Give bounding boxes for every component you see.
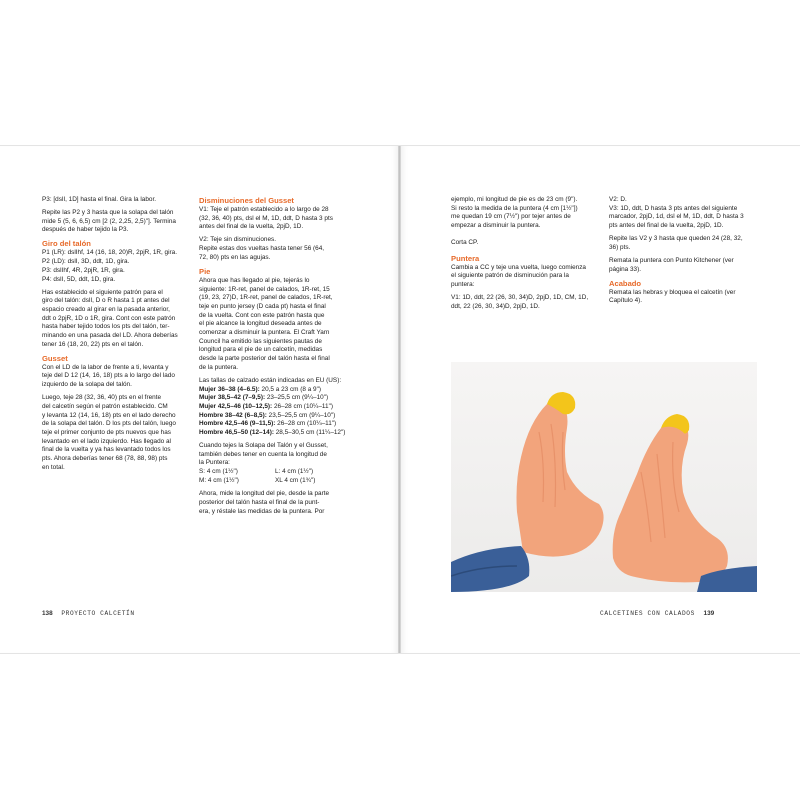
text-line: teje el primer conjunto de pts nuevos que has xyxy=(42,428,171,436)
text-line: página 33). xyxy=(609,265,641,273)
text-line: minando en una pasada del LD. Ahora deberías xyxy=(42,332,178,340)
size-label: Mujer 38,5–42 (7–9,5): xyxy=(199,394,266,402)
text-line: Repite estas dos vueltas hasta tener 56 (64, xyxy=(199,245,325,253)
paragraph-repeat-dec xyxy=(199,245,359,262)
paragraph-v2: V2: D. xyxy=(609,196,627,203)
text-line: también debes tener en cuenta la longitud de xyxy=(199,450,327,458)
text-line: de la vuelta. Cont con este patrón hasta que xyxy=(199,311,325,319)
page-bottom-edge xyxy=(0,653,800,654)
giro-rows xyxy=(42,249,195,284)
toe-size-xl: XL 4 cm (1¾") xyxy=(275,476,316,484)
paragraph-repeat xyxy=(42,209,195,235)
text-line: después de haber tejido la P3. xyxy=(42,226,129,234)
socks-illustration xyxy=(451,362,757,592)
heading-disminuciones-del-gusset: Disminuciones del Gusset xyxy=(199,196,294,205)
text-line: V1: Teje el patrón establecido a lo largo de 28 xyxy=(199,206,329,213)
row-instruction: P3: dslIhf, 4R, 2pjR, 1R, gira. xyxy=(42,266,125,274)
text-line: espacio creado al girar en la pasada anterior, xyxy=(42,305,170,313)
running-head: PROYECTO CALCETÍN xyxy=(61,610,135,617)
paragraph-puntera xyxy=(451,264,603,290)
left-folio xyxy=(42,610,135,617)
paragraph-established xyxy=(42,289,195,350)
paragraph-gusset-1 xyxy=(42,364,195,390)
size-label: Hombre 46,5–50 (12–14): xyxy=(199,429,274,437)
text-line: (32, 36, 40) pts, dsl el M, 1D, ddt, D hasta 3 pts xyxy=(199,214,333,222)
text-line: ddt, 22 (26, 30, 34)D, 2pjD, 1D. xyxy=(451,302,540,310)
toe-size-grid xyxy=(199,468,359,486)
text-line: final de la vuelta y ya has levantado todos los xyxy=(42,446,171,454)
toe-size-m: M: 4 cm (1½") xyxy=(199,476,239,484)
text-line: Has establecido el siguiente patrón para el xyxy=(42,288,163,296)
size-label: Mujer 36–38 (4–6.5): xyxy=(199,385,260,393)
text-line: de la puntera. xyxy=(199,363,239,371)
size-value: 28,5–30,5 cm (11¼–12") xyxy=(275,429,346,437)
text-line: Council ha emitido las siguientes pautas de xyxy=(199,337,322,345)
text-line: puntera: xyxy=(451,280,475,288)
text-line: 36) pts. xyxy=(609,243,631,251)
row-instruction: P2 (LD): dslI, 3D, ddt, 1D, gira. xyxy=(42,258,130,266)
text-line: pts antes del final de la vuelta, 2pjD, 1D. xyxy=(609,222,724,230)
paragraph-v1 xyxy=(199,206,359,232)
paragraph-acabado xyxy=(609,289,759,306)
paragraph-corta: Corta CP. xyxy=(451,238,479,246)
text-line: izquierdo de la solapa del talón. xyxy=(42,381,132,389)
toe-size-s: S: 4 cm (1½") xyxy=(199,468,238,476)
text-line: el siguiente patrón de disminución para la xyxy=(451,272,569,280)
text-line: Remata la puntera con Punto Kitchener (ver xyxy=(609,256,734,264)
text-line: levantado en el lado izquierdo. Has llegado al xyxy=(42,437,171,445)
heading-puntera: Puntera xyxy=(451,253,480,263)
page-number: 138 xyxy=(42,610,53,617)
text-line: giro del talón: dslI, D o R hasta 1 pt antes del xyxy=(42,297,170,305)
paragraph-pie xyxy=(199,277,359,373)
text-line: Cuando tejes la Solapa del Talón y el Gusset, xyxy=(199,442,328,450)
size-value: 26–28 cm (10¼–11") xyxy=(277,420,337,428)
right-page-column-2 xyxy=(609,196,759,310)
toe-size-l: L: 4 cm (1½") xyxy=(275,468,314,476)
left-page-column-2 xyxy=(199,193,359,521)
text-line: posterior del talón hasta el final de la punt- xyxy=(199,499,320,507)
shoe-size-list xyxy=(199,386,359,438)
text-line: Ahora que has llegado al pie, tejerás lo xyxy=(199,276,310,284)
right-folio xyxy=(600,610,714,617)
paragraph-puntera-v1 xyxy=(451,294,603,311)
size-value: 23–25,5 cm (9¼–10") xyxy=(266,394,329,402)
size-label: Hombre 38–42 (6–8,5): xyxy=(199,411,267,419)
socks-photo xyxy=(451,362,757,592)
text-line: Ahora, mide la longitud del pie, desde la parte xyxy=(199,490,330,498)
heading-giro-del-talon: Giro del talón xyxy=(42,239,91,249)
paragraph-v3 xyxy=(609,205,759,231)
left-page-column-1 xyxy=(42,196,195,477)
text-line: empezar a disminuir la puntera. xyxy=(451,222,541,230)
paragraph-remata xyxy=(609,257,759,274)
text-line: del calcetín según el patrón establecido. CM xyxy=(42,402,168,410)
text-line: siguiente: 1R-ret, panel de calados, 1R-ret, 15 xyxy=(199,285,330,293)
paragraph-gusset-2 xyxy=(42,394,195,472)
text-line: ejemplo, mi longitud de pie es de 23 cm (9"). xyxy=(451,196,578,203)
row-instruction: P4: dslI, 5D, ddt, 1D, gira. xyxy=(42,275,116,283)
text-line: me quedan 19 cm (7½") por tejer antes de xyxy=(451,213,571,221)
text-line: Si resto la medida de la puntera (4 cm [1½"]) xyxy=(451,204,578,212)
shoe-size-row xyxy=(199,420,359,429)
text-line: mide 5 (5, 6, 6,5) cm [2 (2, 2,25, 2,5)"]. Termina xyxy=(42,217,176,225)
size-label: Hombre 42,5–46 (9–11,5): xyxy=(199,420,276,428)
paragraph-ejemplo xyxy=(451,196,603,231)
size-label: Mujer 42,5–46 (10–12,5): xyxy=(199,402,273,410)
heading-pie: Pie xyxy=(199,266,211,276)
text-line: longitud para el pie de un calcetín, medidas xyxy=(199,346,323,354)
running-head: CALCETINES CON CALADOS xyxy=(600,610,695,617)
paragraph-p3: P3: [dslI, 1D] hasta el final. Gira la labor. xyxy=(42,196,157,203)
text-line: V3: 1D, ddt, D hasta 3 pts antes del siguiente xyxy=(609,204,738,212)
paragraph-repite xyxy=(609,235,759,252)
text-line: teje del D 12 (14, 16, 18) pts a lo largo del lado xyxy=(42,372,175,380)
text-line: Con el LD de la labor de frente a ti, levanta y xyxy=(42,363,169,371)
text-line: el pie alcance la longitud deseada antes de xyxy=(199,320,322,328)
text-line: hasta haber tejido todos los pts del talón, ter- xyxy=(42,323,170,331)
text-line: desde la parte posterior del talón hasta el final xyxy=(199,355,330,363)
text-line: la Puntera: xyxy=(199,459,230,467)
paragraph-solapa xyxy=(199,442,359,468)
text-line: de la solapa del talón. D los pts del talón, luego xyxy=(42,420,176,428)
text-line: marcador, 2pjD, 1d, dsl el M, 1D, ddt, D hasta 3 xyxy=(609,213,744,221)
shoe-size-row xyxy=(199,403,359,412)
text-line: era, y réstale las medidas de la puntera. Por xyxy=(199,507,325,515)
text-line: Capítulo 4). xyxy=(609,297,643,305)
size-value: 20,5 a 23 cm (8 a 9") xyxy=(261,385,321,393)
text-line: antes del final de la vuelta, 2pjD, 1D. xyxy=(199,223,304,231)
shoe-size-row xyxy=(199,412,359,421)
text-line: ddt o 2pjR, 1D o 1R, gira. Cont con este patrón xyxy=(42,314,176,322)
text-line: 72, 80) pts en las agujas. xyxy=(199,253,271,261)
paragraph-v2: V2: Teje sin disminuciones. xyxy=(199,236,276,244)
paragraph-tallas-intro: Las tallas de calzado están indicadas en EU (US): xyxy=(199,376,342,384)
text-line: en total. xyxy=(42,463,65,471)
paragraph-ahora xyxy=(199,490,359,516)
size-value: 23,5–25,5 cm (9¼–10") xyxy=(268,411,336,419)
heading-acabado: Acabado xyxy=(609,278,642,288)
size-value: 26–28 cm (10¼–11") xyxy=(273,402,333,410)
shoe-size-row xyxy=(199,429,359,438)
text-line: Repite las P2 y 3 hasta que la solapa del talón xyxy=(42,209,174,216)
shoe-size-row xyxy=(199,386,359,395)
text-line: y levanta 12 (14, 16, 18) pts en el lado derecho xyxy=(42,411,176,419)
text-line: tener 16 (18, 20, 22) pts en el talón. xyxy=(42,340,144,348)
text-line: (19, 23, 27)D, 1R-ret, panel de calados, 1R-ret, xyxy=(199,294,333,302)
right-page-column-1 xyxy=(451,196,603,316)
text-line: pts. Ahora deberías tener 68 (78, 88, 98) pts xyxy=(42,455,168,463)
text-line: Remata las hebras y bloquea el calcetín (ver xyxy=(609,288,736,296)
text-line: Repite las V2 y 3 hasta que queden 24 (28, 32, xyxy=(609,235,743,243)
row-instruction: P1 (LR): dslIhf, 14 (16, 18, 20)R, 2pjR, 1R, gira. xyxy=(42,249,177,257)
text-line: teje en punto jersey (D cada pt) hasta el final xyxy=(199,302,326,310)
shoe-size-row xyxy=(199,394,359,403)
text-line: Luego, teje 28 (32, 36, 40) pts en el frente xyxy=(42,394,162,402)
heading-gusset: Gusset xyxy=(42,353,68,363)
text-line: comenzar a disminuir la puntera. El Craft Yarn xyxy=(199,329,330,337)
page-number: 139 xyxy=(703,610,715,617)
text-line: V1: 1D, ddt, 22 (26, 30, 34)D, 2pjD, 1D, CM, 1D, xyxy=(451,293,589,301)
text-line: Cambia a CC y teje una vuelta, luego comienza xyxy=(451,263,586,271)
